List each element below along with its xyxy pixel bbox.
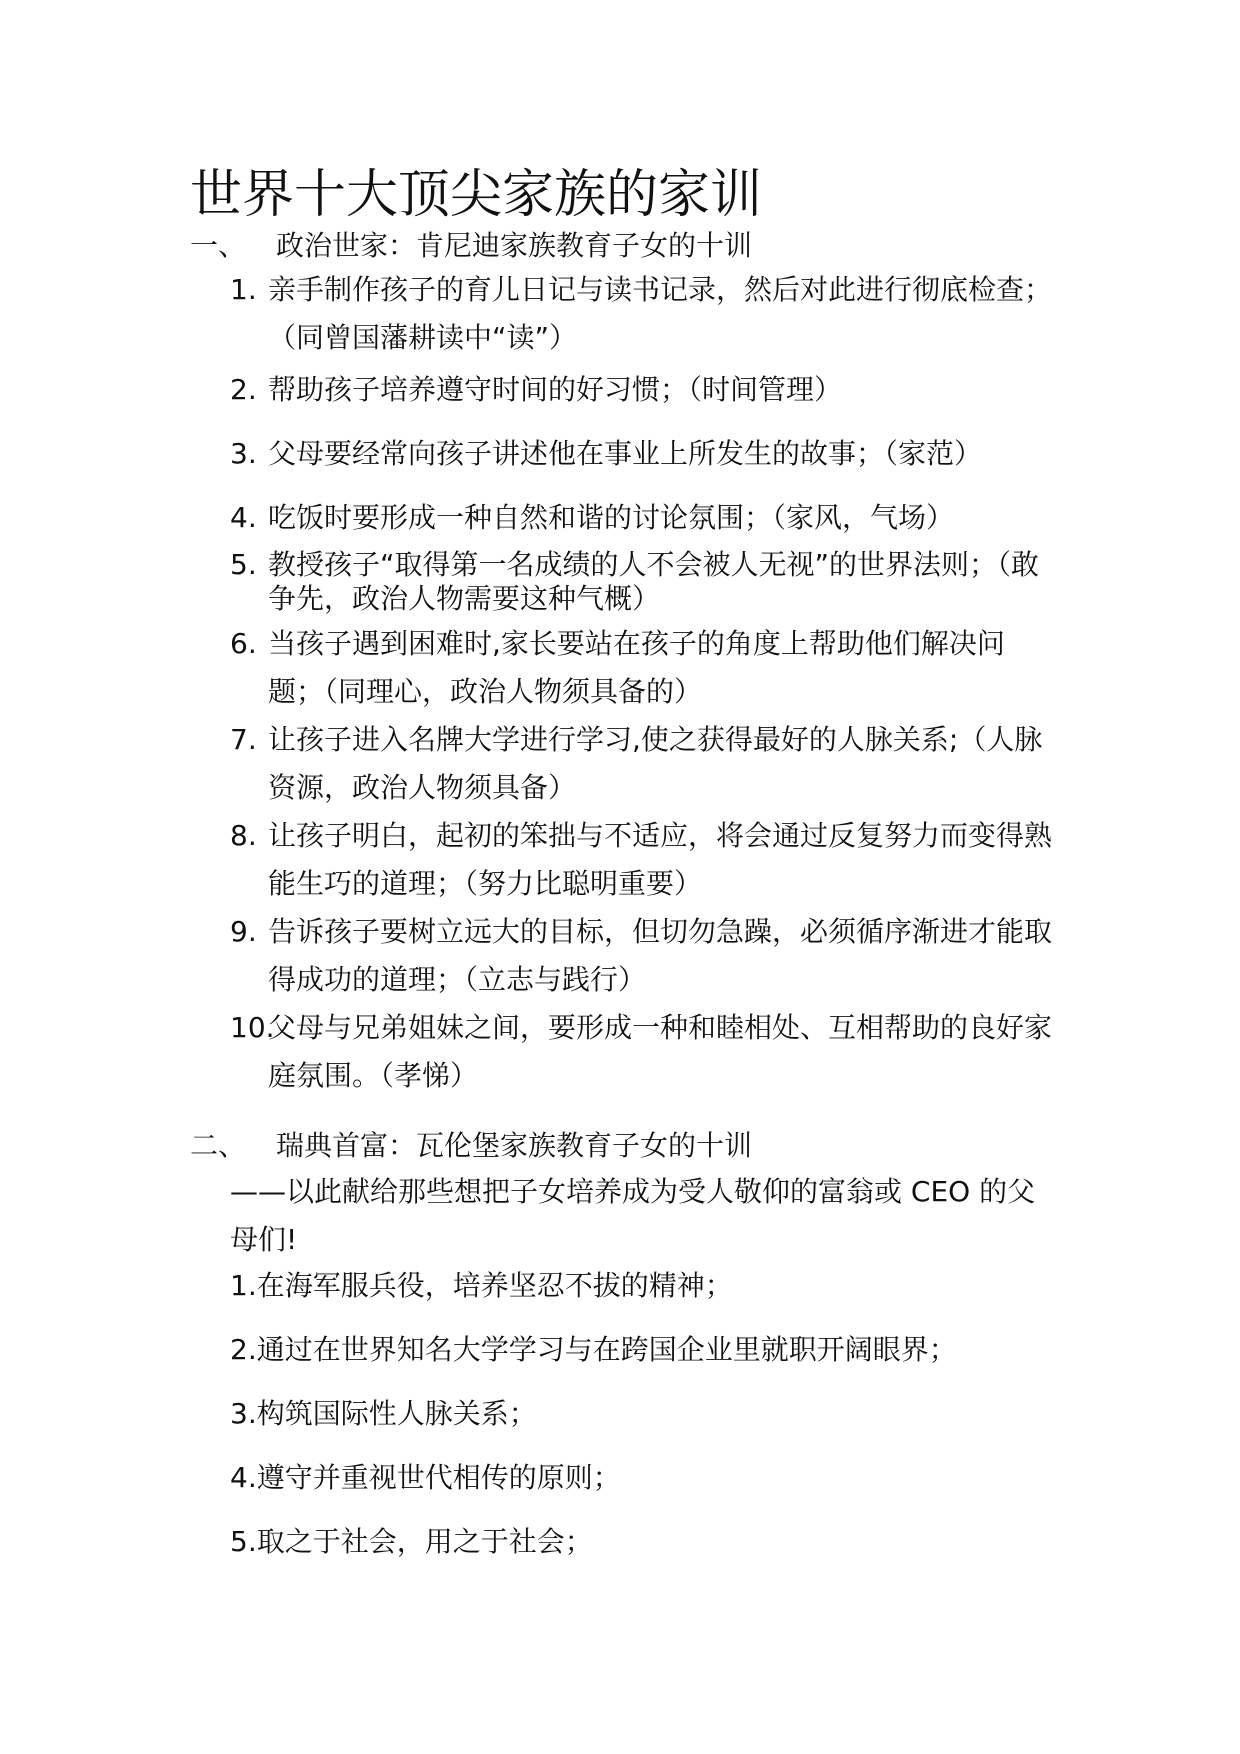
list-item: 3.构筑国际性人脉关系；: [230, 1397, 537, 1430]
list-item: 2.通过在世界知名大学学习与在跨国企业里就职开阔眼界；: [230, 1333, 957, 1366]
list-item: [230, 548, 1060, 616]
list-item-text: 父母与兄弟姐妹之间，要形成一种和睦相处、互相帮助的良好家庭氛围。（孝悌）: [268, 1011, 1053, 1092]
section-1-heading: [190, 226, 752, 266]
section-2-title: 瑞典首富：瓦伦堡家族教育子女的十训: [276, 1129, 753, 1162]
list-item-number: 8.: [230, 819, 257, 852]
list-item-text: 亲手制作孩子的育儿日记与读书记录，然后对此进行彻底检查；（同曾国藩耕读中“读”）: [268, 273, 1053, 354]
list-item: [230, 266, 1060, 362]
list-item-number: 7.: [230, 723, 257, 756]
list-item-text: 父母要经常向孩子讲述他在事业上所发生的故事；（家范）: [268, 437, 983, 470]
list-item: [230, 494, 1060, 542]
list-item: 5.取之于社会，用之于社会；: [230, 1525, 593, 1558]
section-2-number: 二、: [190, 1129, 247, 1162]
list-item-number: 5.: [230, 548, 257, 581]
list-item-number: 9.: [230, 915, 257, 948]
dedication-text: ——以此献给那些想把子女培养成为受人敬仰的富翁或 CEO 的父母们!: [230, 1175, 1036, 1256]
list-item: [230, 908, 1060, 1004]
list-item-text: 当孩子遇到困难时,家长要站在孩子的角度上帮助他们解决问题；（同理心，政治人物须具备的）: [268, 627, 1005, 708]
list-item: 4.遵守并重视世代相传的原则；: [230, 1461, 621, 1494]
list-item-number: 4.: [230, 501, 257, 534]
section-2-heading: [190, 1126, 752, 1166]
list-item-number: 3.: [230, 437, 257, 470]
list-item: [230, 1004, 1060, 1100]
list-item: [230, 430, 1060, 478]
document-title: 世界十大顶尖家族的家训: [190, 165, 763, 225]
list-item-text: 教授孩子“取得第一名成绩的人不会被人无视”的世界法则；（敢争先，政治人物需要这种气概）: [268, 548, 1040, 615]
list-item: [230, 812, 1060, 908]
list-item-text: 帮助孩子培养遵守时间的好习惯；（时间管理）: [268, 373, 843, 406]
list-item: [230, 366, 1060, 414]
list-item: 1.在海军服兵役，培养坚忍不拔的精神；: [230, 1269, 733, 1302]
list-item-text: 告诉孩子要树立远大的目标，但切勿急躁，必须循序渐进才能取得成功的道理；（立志与践行）: [268, 915, 1053, 996]
list-item-number: 6.: [230, 627, 257, 660]
list-item: [230, 620, 1060, 716]
list-item-text: 吃饭时要形成一种自然和谐的讨论氛围；（家风，气场）: [268, 501, 955, 534]
section-1-title: 政治世家：肯尼迪家族教育子女的十训: [276, 229, 753, 262]
list-item-number: 1.: [230, 273, 257, 306]
list-item-number: 10.: [230, 1011, 275, 1044]
list-item: [230, 716, 1060, 812]
list-item-text: 让孩子进入名牌大学进行学习,使之获得最好的人脉关系;（人脉资源，政治人物须具备）: [268, 723, 1043, 804]
list-item-number: 2.: [230, 373, 257, 406]
section-1-number: 一、: [190, 229, 247, 262]
list-item-text: 让孩子明白，起初的笨拙与不适应，将会通过反复努力而变得熟能生巧的道理；（努力比聪明重要）: [268, 819, 1053, 900]
